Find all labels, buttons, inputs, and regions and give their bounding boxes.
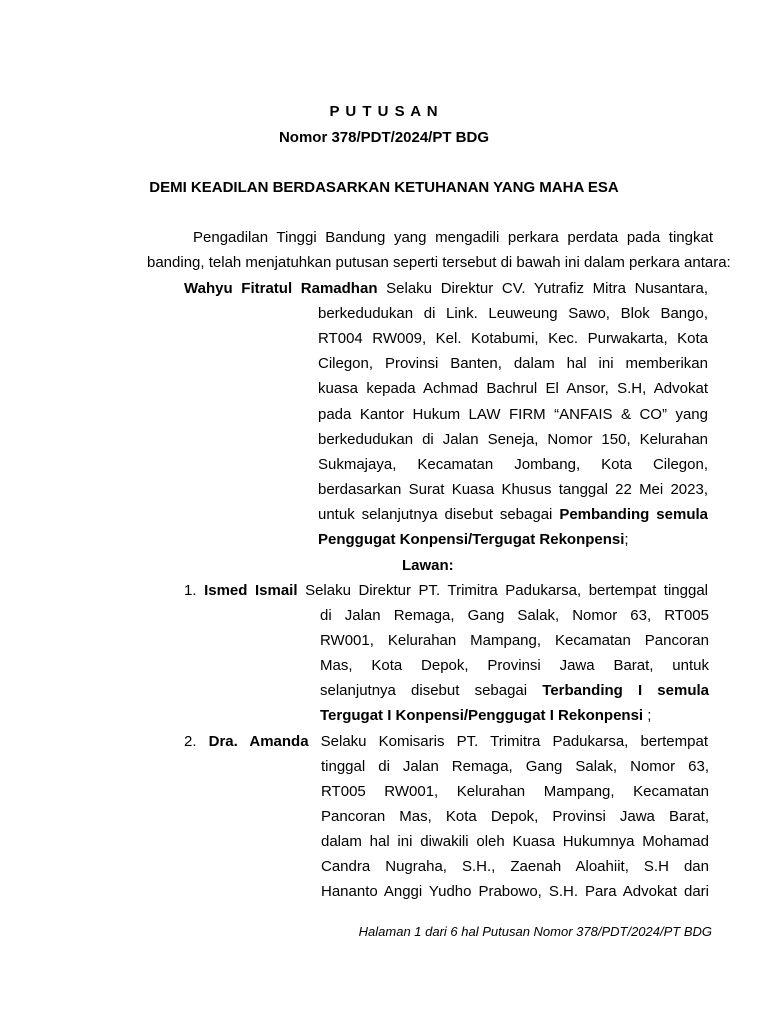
party2-first-line-text: Selaku Direktur PT. Trimitra Padukarsa, bertempat tinggal: [297, 582, 709, 599]
party1-line: berkedudukan di Jalan Seneja, Nomor 150, Kelurahan: [318, 431, 708, 448]
party1-role-line: [318, 506, 708, 523]
party1-role-title: Penggugat Konpensi/Tergugat Rekonpensi: [318, 531, 625, 548]
party3-first-line: [184, 733, 708, 750]
party1-role-line-2: [318, 531, 629, 548]
party2-role-line: [320, 682, 709, 699]
party1-role-bold: Pembanding semula: [559, 506, 708, 523]
party2-line: di Jalan Remaga, Gang Salak, Nomor 63, RT005: [320, 607, 709, 624]
party3-line: dalam hal ini diwakili oleh Kuasa Hukumnya Mohamad: [321, 833, 709, 850]
party1-name: Wahyu Fitratul Ramadhan: [184, 280, 378, 297]
party3-line: tinggal di Jalan Remaga, Gang Salak, Nomor 63,: [321, 758, 709, 775]
intro-line-2: banding, telah menjatuhkan putusan seperti tersebut di bawah ini dalam perkara antara:: [147, 254, 731, 271]
party2-role-line-2: [320, 707, 651, 724]
party2-role-suffix: ;: [643, 707, 652, 724]
page-footer: Halaman 1 dari 6 hal Putusan Nomor 378/PDT/2024/PT BDG: [358, 924, 712, 939]
party3-number: 2.: [184, 733, 197, 750]
party1-first-line-text: Selaku Direktur CV. Yutrafiz Mitra Nusantara,: [377, 280, 708, 297]
party3-first-line-text: Selaku Komisaris PT. Trimitra Padukarsa, bertempat: [308, 733, 708, 750]
document-title: P U T U S A N: [329, 103, 439, 120]
party3-line: Pancoran Mas, Kota Depok, Provinsi Jawa Barat,: [321, 808, 709, 825]
party1-role-suffix: ;: [624, 531, 629, 548]
party1-line: Cilegon, Provinsi Banten, dalam hal ini memberikan: [318, 355, 708, 372]
party2-line: Mas, Kota Depok, Provinsi Jawa Barat, untuk: [320, 657, 709, 674]
party2-name: Ismed Ismail: [204, 582, 298, 599]
case-number: Nomor 378/PDT/2024/PT BDG: [278, 129, 490, 146]
motto: DEMI KEADILAN BERDASARKAN KETUHANAN YANG MAHA ESA: [149, 179, 619, 196]
party1-line: berkedudukan di Link. Leuweung Sawo, Blok Bango,: [318, 305, 708, 322]
party2-number: 1.: [184, 582, 197, 599]
party1-line: berdasarkan Surat Kuasa Khusus tanggal 22 Mei 2023,: [318, 481, 708, 498]
party3-line: RT005 RW001, Kelurahan Mampang, Kecamatan: [321, 783, 709, 800]
party1-role-prefix: untuk selanjutnya disebut sebagai: [318, 506, 560, 523]
party2-role-title: Tergugat I Konpensi/Penggugat I Rekonpensi: [320, 707, 644, 724]
party2-first-line: [184, 582, 708, 599]
party1-line: kuasa kepada Achmad Bachrul El Ansor, S.H, Advokat: [318, 380, 708, 397]
party1-first-line: [184, 280, 708, 297]
party2-role-bold: Terbanding I semula: [542, 682, 709, 699]
party3-name: Dra. Amanda: [208, 733, 309, 750]
party1-line: RT004 RW009, Kel. Kotabumi, Kec. Purwakarta, Kota: [318, 330, 708, 347]
party2-line: RW001, Kelurahan Mampang, Kecamatan Pancoran: [320, 632, 709, 649]
intro-line-1: Pengadilan Tinggi Bandung yang mengadili perkara perdata pada tingkat: [193, 229, 713, 246]
party3-line: Hananto Anggi Yudho Prabowo, S.H. Para Advokat dari: [321, 883, 709, 900]
party1-line: pada Kantor Hukum LAW FIRM “ANFAIS & CO” yang: [318, 406, 708, 423]
versus-label: Lawan:: [402, 557, 454, 574]
party1-line: Sukmajaya, Kecamatan Jombang, Kota Cilegon,: [318, 456, 708, 473]
party2-role-prefix: selanjutnya disebut sebagai: [320, 682, 543, 699]
party3-line: Candra Nugraha, S.H., Zaenah Aloahiit, S.H dan: [321, 858, 709, 875]
